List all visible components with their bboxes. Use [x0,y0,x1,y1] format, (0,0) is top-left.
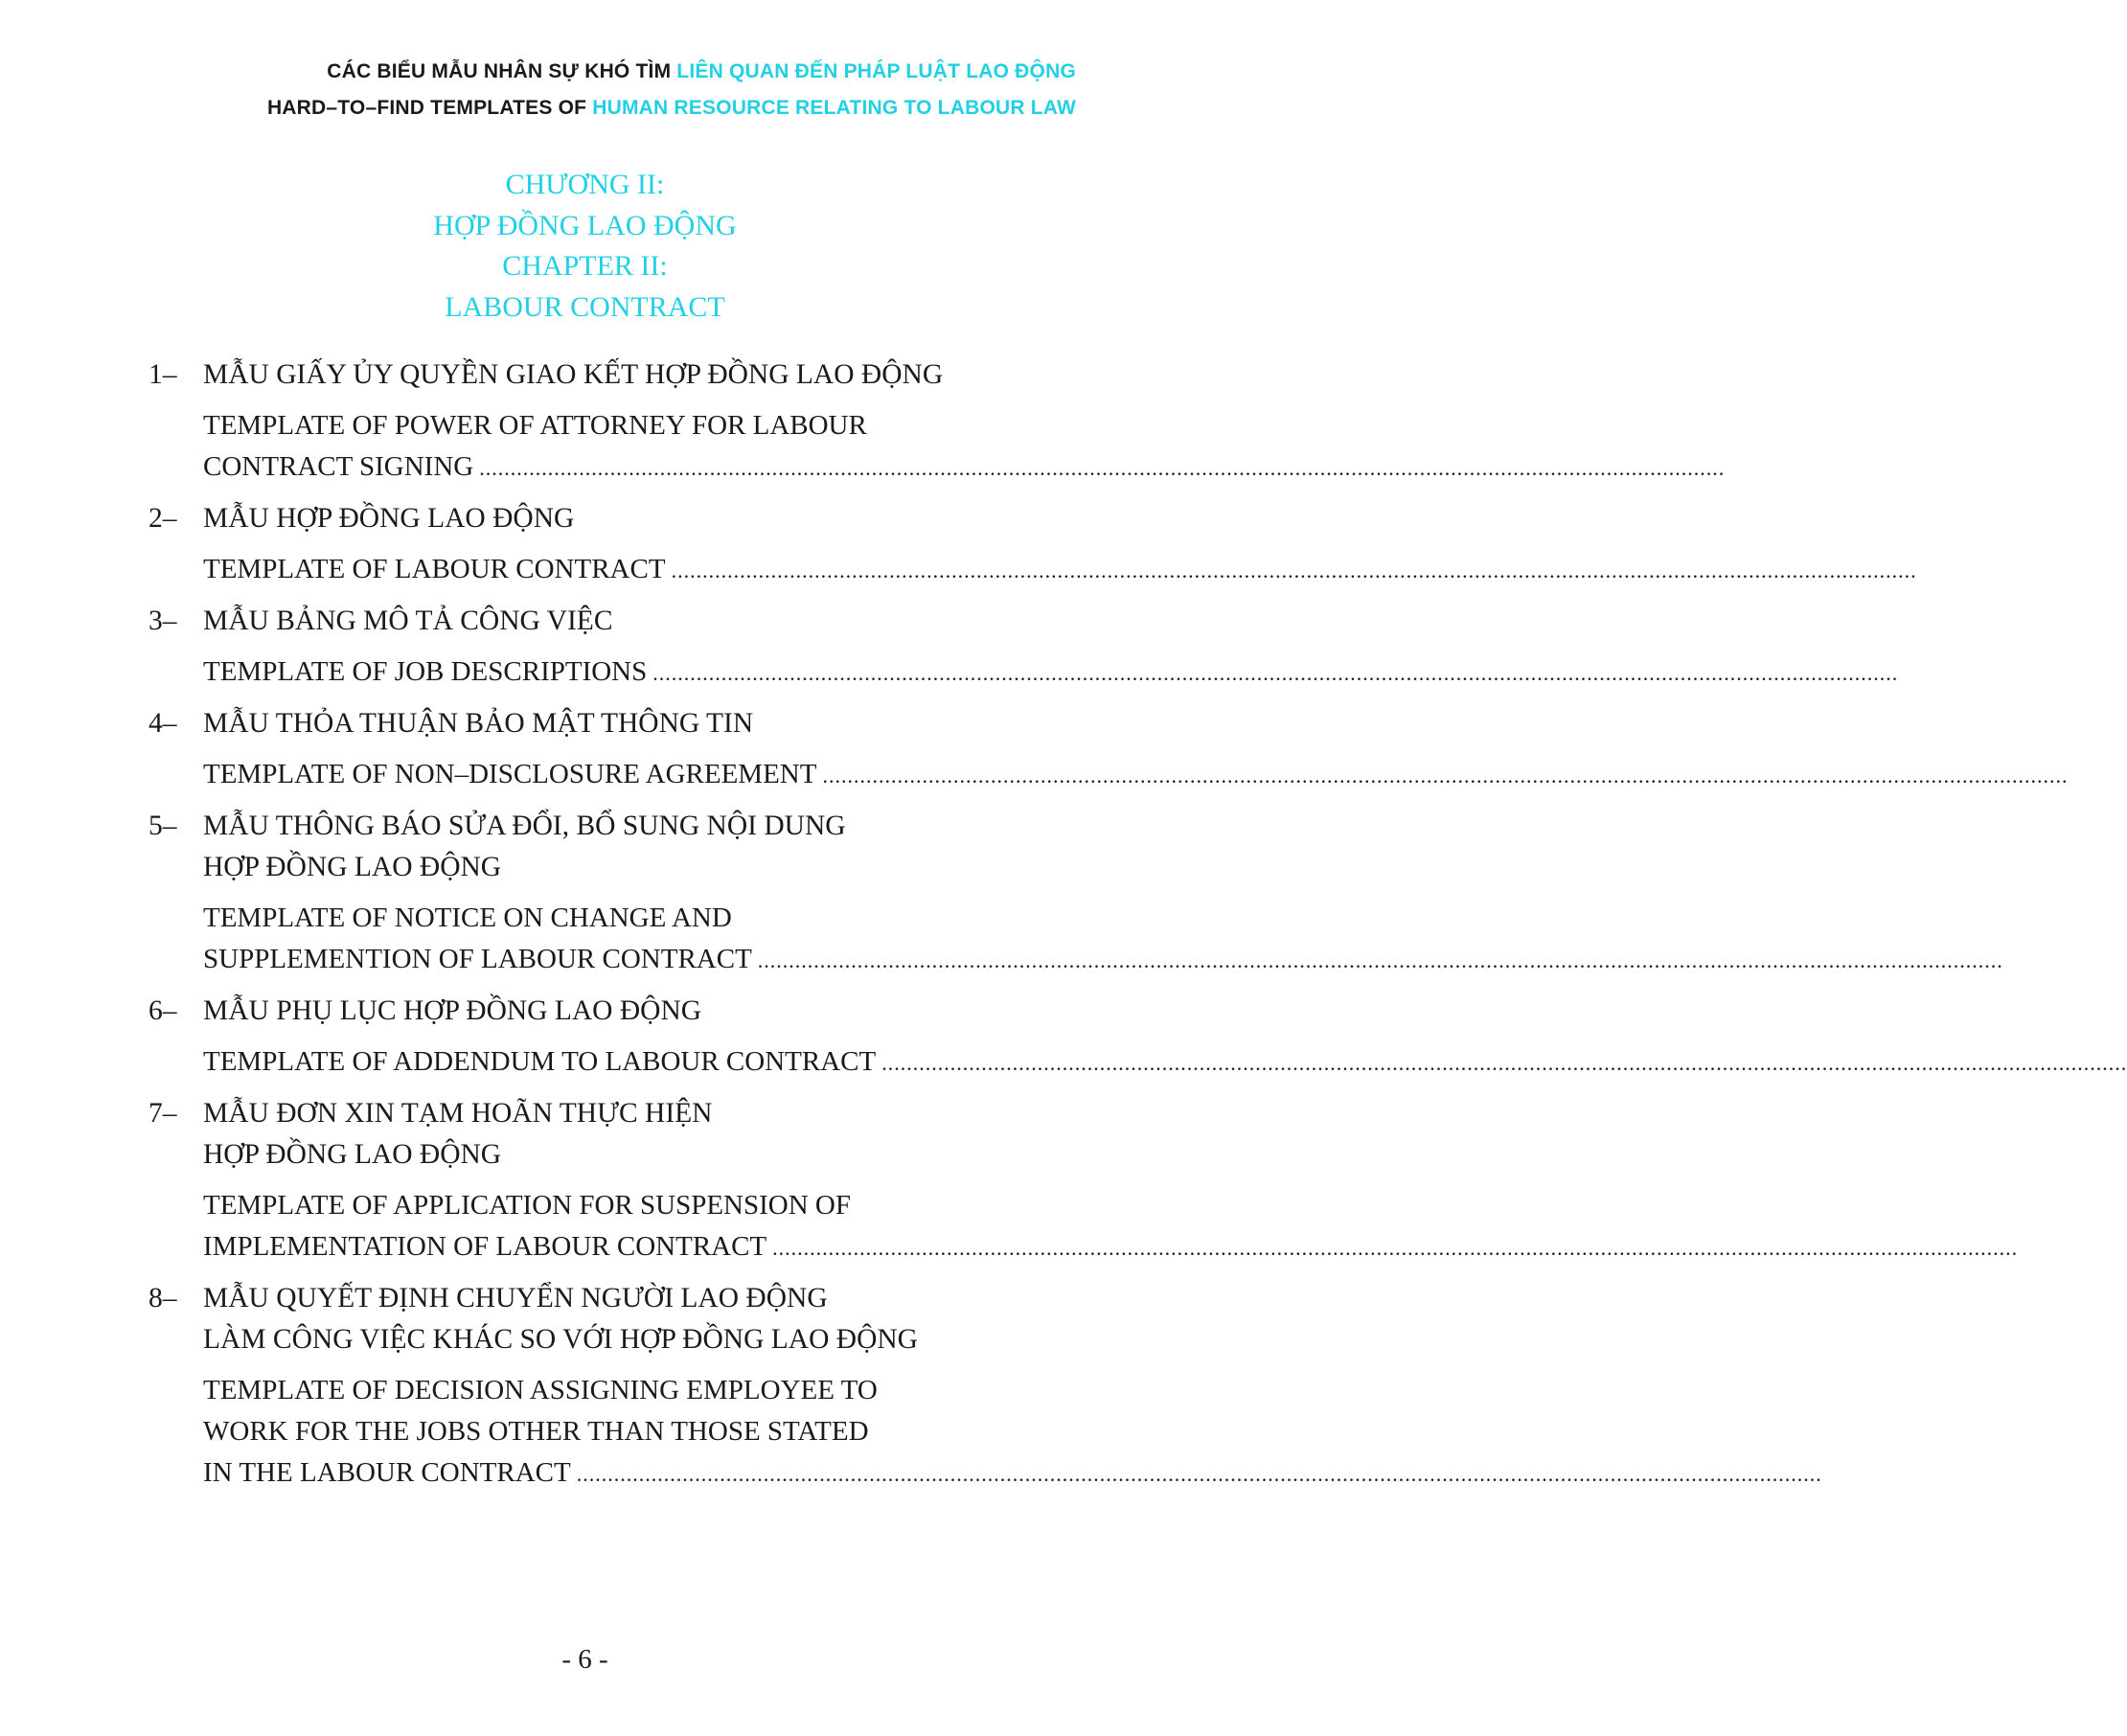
toc-entry-vi-line: MẪU QUYẾT ĐỊNH CHUYỂN NGƯỜI LAO ĐỘNG [203,1283,828,1313]
header-en-dark: HARD–TO–FIND TEMPLATES OF [266,97,593,119]
header-line-en [267,90,1076,126]
header-line-vi [267,54,1076,90]
toc-dot-leader: ........................................................................................................................................................................................................ [671,559,1917,582]
toc-entry[interactable] [149,498,1917,591]
toc-entry-number: 1– [149,359,177,390]
toc-entry[interactable] [149,354,1726,489]
toc-entry-vi [149,498,1022,539]
toc-dot-leader: ........................................................................................................................................................................................................ [757,948,2003,972]
toc-entry[interactable] [149,601,1899,694]
toc-entry-en-title [203,754,2069,796]
chapter-vi-title: HỢP ĐỒNG LAO ĐỘNG [433,209,737,241]
toc-entry-vi [149,806,1022,888]
toc-entry-vi-title [203,498,1022,539]
header-vi-dark: CÁC BIỂU MẪU NHÂN SỰ KHÓ TÌM [327,60,677,82]
running-header [267,54,1076,126]
toc-entry-en-last-line [203,651,1899,694]
toc-entry[interactable] [149,991,2127,1084]
chapter-vi-number: CHƯƠNG II: [505,169,665,200]
toc-entry-vi-title [203,601,1022,642]
chapter-en-number: CHAPTER II: [502,250,668,282]
toc-entry-en-line: TEMPLATE OF NOTICE ON CHANGE AND [203,902,732,933]
toc-entry-vi-title [203,806,1022,888]
toc-entry-en-last-line [203,1452,1822,1495]
toc-entry-vi-title [203,991,1022,1032]
toc-entry[interactable] [149,703,2069,796]
table-of-contents [149,354,2127,1504]
page-number: - 6 - [561,1644,608,1675]
toc-entry-en-line: TEMPLATE OF JOB DESCRIPTIONS [203,656,648,687]
chapter-heading [0,165,1170,328]
toc-entry-en-line: IMPLEMENTATION OF LABOUR CONTRACT [203,1231,767,1262]
toc-entry-vi [149,354,1022,396]
toc-entry-vi-line: MẪU HỢP ĐỒNG LAO ĐỘNG [203,503,575,534]
toc-entry-en-last-line [203,939,2003,981]
toc-entry[interactable] [149,1278,1822,1495]
toc-entry-vi [149,1093,1022,1176]
toc-entry-vi [149,1278,1022,1360]
toc-entry-en-line: TEMPLATE OF LABOUR CONTRACT [203,554,666,584]
header-vi-accent: LIÊN QUAN ĐẾN PHÁP LUẬT LAO ĐỘNG [676,60,1076,82]
toc-entry-en-last-line [203,549,1917,591]
toc-entry-en-line: TEMPLATE OF POWER OF ATTORNEY FOR LABOUR [203,410,867,441]
toc-entry-en-title [203,898,2003,981]
toc-entry-vi-line: MẪU BẢNG MÔ TẢ CÔNG VIỆC [203,605,613,636]
toc-entry-en-title [203,405,1726,489]
toc-entry-number: 7– [149,1098,177,1129]
toc-entry-en-title [203,1185,2019,1268]
toc-entry-en-title [203,549,1917,591]
toc-entry-en-line: IN THE LABOUR CONTRACT [203,1457,571,1488]
toc-entry-number: 4– [149,708,177,739]
header-en-accent: HUMAN RESOURCE RELATING TO LABOUR LAW [592,97,1076,119]
toc-entry-vi-title [203,1093,1022,1176]
toc-entry-en-line: TEMPLATE OF NON–DISCLOSURE AGREEMENT [203,759,817,789]
toc-dot-leader: ........................................................................................................................................................................................................ [652,661,1899,685]
toc-entry-en-line: TEMPLATE OF DECISION ASSIGNING EMPLOYEE TO [203,1375,878,1405]
toc-entry-en-last-line [203,1041,2127,1084]
toc-entry-en-title [203,1370,1822,1495]
chapter-en-title: LABOUR CONTRACT [445,290,725,323]
toc-entry-en-line: TEMPLATE OF ADDENDUM TO LABOUR CONTRACT [203,1046,877,1077]
toc-entry-vi-title [203,354,1022,396]
toc-entry-en-line: CONTRACT SIGNING [203,451,474,482]
toc-entry-number: 2– [149,503,177,534]
toc-entry-en-line: WORK FOR THE JOBS OTHER THAN THOSE STATED [203,1416,869,1447]
toc-entry[interactable] [149,1093,2019,1268]
toc-entry-en-title [203,651,1899,694]
toc-dot-leader: ........................................................................................................................................................................................................ [822,764,2069,788]
toc-entry-en-title [203,1041,2127,1084]
toc-entry-en-last-line [203,446,1726,489]
toc-entry-en-line: TEMPLATE OF APPLICATION FOR SUSPENSION OF [203,1190,851,1221]
toc-entry[interactable] [149,806,2003,981]
toc-entry-vi [149,601,1022,642]
toc-entry-number: 8– [149,1283,177,1313]
toc-entry-number: 3– [149,605,177,636]
toc-dot-leader: ........................................................................................................................................................................................................ [881,1051,2127,1075]
toc-entry-en-last-line [203,1226,2019,1268]
toc-entry-vi-line: LÀM CÔNG VIỆC KHÁC SO VỚI HỢP ĐỒNG LAO ĐỘNG [203,1324,918,1355]
toc-entry-vi-line: MẪU PHỤ LỤC HỢP ĐỒNG LAO ĐỘNG [203,995,702,1026]
toc-entry-vi-title [203,703,1022,744]
toc-dot-leader: ........................................................................................................................................................................................................ [772,1236,2019,1260]
toc-entry-number: 5– [149,811,177,841]
toc-entry-vi-line: MẪU GIẤY ỦY QUYỀN GIAO KẾT HỢP ĐỒNG LAO ĐỘNG [203,359,944,390]
toc-dot-leader: ........................................................................................................................................................................................................ [479,456,1726,480]
toc-entry-number: 6– [149,995,177,1026]
toc-entry-vi-title [203,1278,1022,1360]
toc-entry-vi [149,703,1022,744]
toc-entry-vi-line: HỢP ĐỒNG LAO ĐỘNG [203,852,502,882]
toc-dot-leader: ........................................................................................................................................................................................................ [576,1462,1822,1486]
toc-entry-en-line: SUPPLEMENTION OF LABOUR CONTRACT [203,944,752,974]
toc-entry-vi-line: MẪU ĐƠN XIN TẠM HOÃN THỰC HIỆN [203,1098,713,1129]
toc-entry-en-last-line [203,754,2069,796]
toc-entry-vi [149,991,1022,1032]
toc-entry-vi-line: MẪU THỎA THUẬN BẢO MẬT THÔNG TIN [203,708,754,739]
toc-entry-vi-line: MẪU THÔNG BÁO SỬA ĐỔI, BỔ SUNG NỘI DUNG [203,811,846,841]
toc-entry-vi-line: HỢP ĐỒNG LAO ĐỘNG [203,1139,502,1170]
